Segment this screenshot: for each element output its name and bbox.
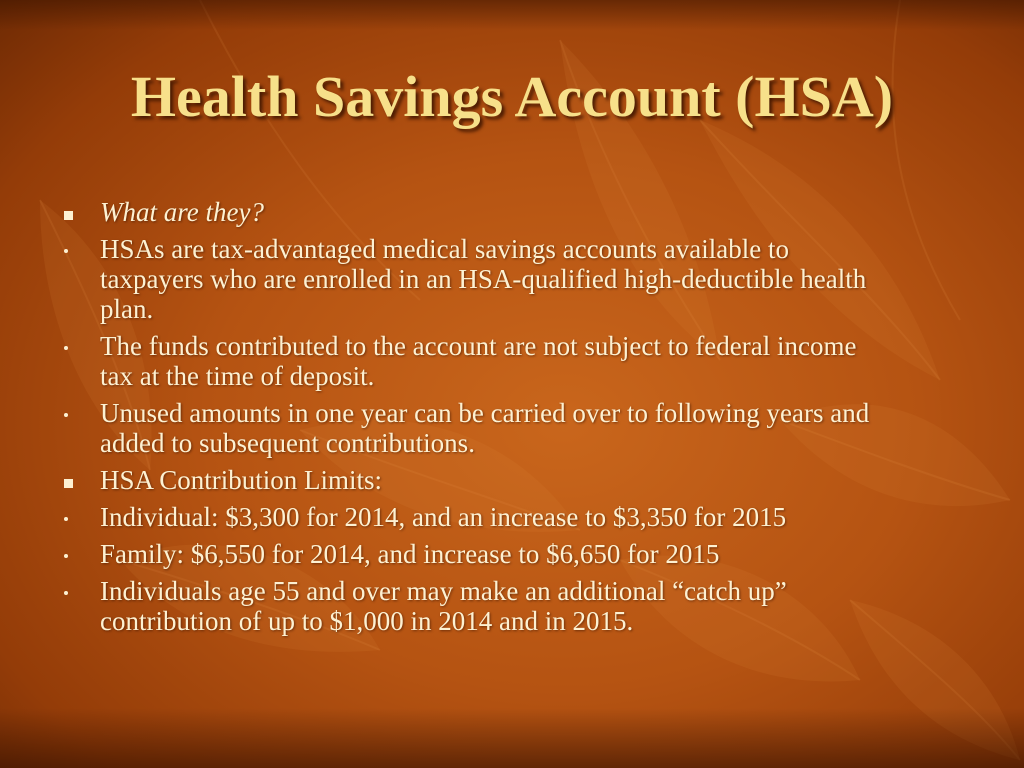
list-item-text: Individuals age 55 and over may make an additional “catch up” contribution of up to $1,000 in 2014 and in 2015. bbox=[100, 576, 787, 636]
list-item bbox=[62, 331, 892, 391]
square-bullet-icon bbox=[62, 465, 92, 495]
slide-title: Health Savings Account (HSA) bbox=[130, 64, 894, 129]
list-item-text: HSA Contribution Limits: bbox=[100, 465, 383, 495]
list-item bbox=[62, 234, 892, 324]
list-item-text: Unused amounts in one year can be carried over to following years and added to subsequent contributions. bbox=[100, 398, 870, 458]
list-item-text: HSAs are tax-advantaged medical savings accounts available to taxpayers who are enrolled in an HSA-qualified high-deductible health plan. bbox=[100, 234, 867, 324]
list-item-text: Family: $6,550 for 2014, and increase to $6,650 for 2015 bbox=[100, 539, 720, 569]
dot-bullet-icon bbox=[62, 502, 92, 532]
dot-bullet-icon bbox=[62, 234, 92, 264]
list-item bbox=[62, 576, 892, 636]
dot-bullet-icon bbox=[62, 576, 92, 606]
list-item bbox=[62, 539, 892, 569]
list-item bbox=[62, 197, 892, 227]
list-item-text: Individual: $3,300 for 2014, and an increase to $3,350 for 2015 bbox=[100, 502, 787, 532]
top-edge-shadow bbox=[0, 0, 1024, 30]
list-item-text: The funds contributed to the account are not subject to federal income tax at the time of deposit. bbox=[100, 331, 857, 391]
list-item bbox=[62, 465, 892, 495]
list-item bbox=[62, 398, 892, 458]
dot-bullet-icon bbox=[62, 331, 92, 361]
list-item bbox=[62, 502, 892, 532]
bullet-list bbox=[62, 197, 892, 643]
square-bullet-icon bbox=[62, 197, 92, 227]
dot-bullet-icon bbox=[62, 398, 92, 428]
list-item-text: What are they? bbox=[100, 197, 264, 227]
dot-bullet-icon bbox=[62, 539, 92, 569]
bottom-edge-shadow bbox=[0, 708, 1024, 768]
